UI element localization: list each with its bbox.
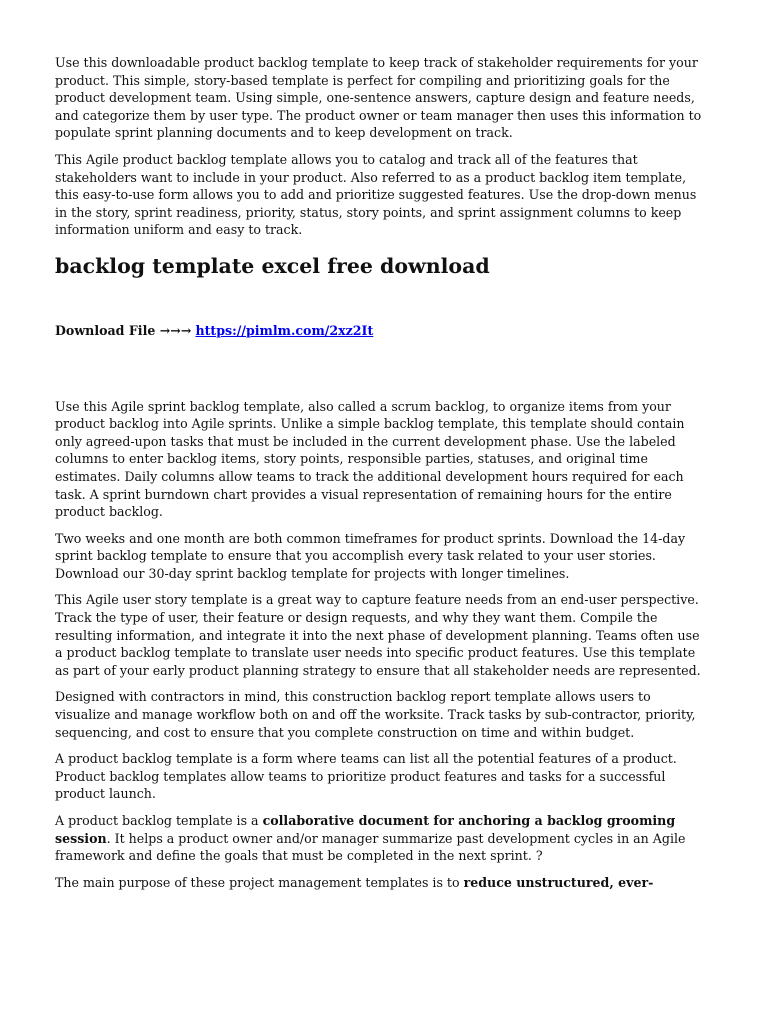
- body-paragraph-construction: Designed with contractors in mind, this construction backlog report template allows users to visualize and manage workflow both on and off the worksite. Track tasks by sub-contractor, priority, sequencing, and cost to ensure that you complete construction on time and within budget.: [55, 689, 696, 740]
- intro-paragraph-1: Use this downloadable product backlog template to keep track of stakeholder requirements for your product. This simple, story-based template is perfect for compiling and prioritizing goals for the product development team. Using simple, one-sentence answers, capture design and feature needs, and categorize them by user type. The product owner or team manager then uses this information to populate sprint planning documents and to keep development on track.: [55, 55, 702, 141]
- body-paragraph-sprint-backlog: Use this Agile sprint backlog template, also called a scrum backlog, to organize items from your product backlog into Agile sprints. Unlike a simple backlog template, this template should contain only agreed-upon tasks that must be included in the current development phase. Use the labeled columns to enter backlog items, story points, responsible parties, statuses, and original time estimates. Daily columns allow teams to track the additional development hours required for each task. A sprint burndown chart provides a visual representation of remaining hours for the entire product backlog.: [55, 398, 685, 520]
- body-paragraph-user-story: This Agile user story template is a great way to capture feature needs from an end-user perspective. Track the type of user, their feature or design requests, and why they want them. Compile the resulting information, and integrate it into the next phase of development planning. Teams often use a product backlog template to translate user needs into specific product features. Use this template as part of your early product planning strategy to ensure that all stakeholder needs are represented.: [55, 592, 701, 678]
- spacer: [55, 239, 719, 253]
- text-span: A product backlog template is a: [55, 813, 263, 828]
- download-link[interactable]: https://pimlm.com/2xz2It: [195, 322, 374, 338]
- download-label: Download File →→→: [55, 322, 192, 338]
- spacer: [55, 582, 719, 591]
- spacer: [55, 865, 719, 874]
- spacer: [55, 679, 719, 688]
- body-paragraph-collaborative: [55, 812, 719, 865]
- text-span: . It helps a product owner and/or manager summarize past development cycles in an Agile framework and define the goals that must be completed in the next sprint. ?: [55, 830, 686, 864]
- spacer: [55, 142, 719, 151]
- spacer: [55, 279, 719, 322]
- text-span: The main purpose of these project management templates is to: [55, 874, 464, 890]
- page-heading: backlog template excel free download: [55, 253, 490, 278]
- spacer: [55, 340, 719, 398]
- download-line: [55, 322, 719, 340]
- bold-text: collaborative document for anchoring a backlog grooming session: [55, 813, 676, 846]
- bold-text: reduce unstructured, ever-: [463, 874, 654, 890]
- spacer: [55, 741, 719, 750]
- intro-paragraph-2: This Agile product backlog template allows you to catalog and track all of the features that stakeholders want to include in your product. Also referred to as a product backlog item template, this easy-to-use form allows you to add and prioritize suggested features. Use the drop-down menus in the story, sprint readiness, priority, status, story points, and sprint assignment columns to keep information uniform and easy to track.: [55, 151, 697, 238]
- spacer: [55, 521, 719, 530]
- spacer: [55, 803, 719, 812]
- document-page: [55, 54, 719, 891]
- body-paragraph-purpose: [55, 874, 719, 892]
- body-paragraph-timeframes: Two weeks and one month are both common timeframes for product sprints. Download the 14-day sprint backlog template to ensure that you accomplish every task related to your user stories. Download our 30-day sprint backlog template for projects with longer timelines.: [55, 530, 686, 581]
- body-paragraph-definition: A product backlog template is a form where teams can list all the potential features of a product. Product backlog templates allow teams to prioritize product features and tasks for a successful product launch.: [55, 751, 677, 802]
